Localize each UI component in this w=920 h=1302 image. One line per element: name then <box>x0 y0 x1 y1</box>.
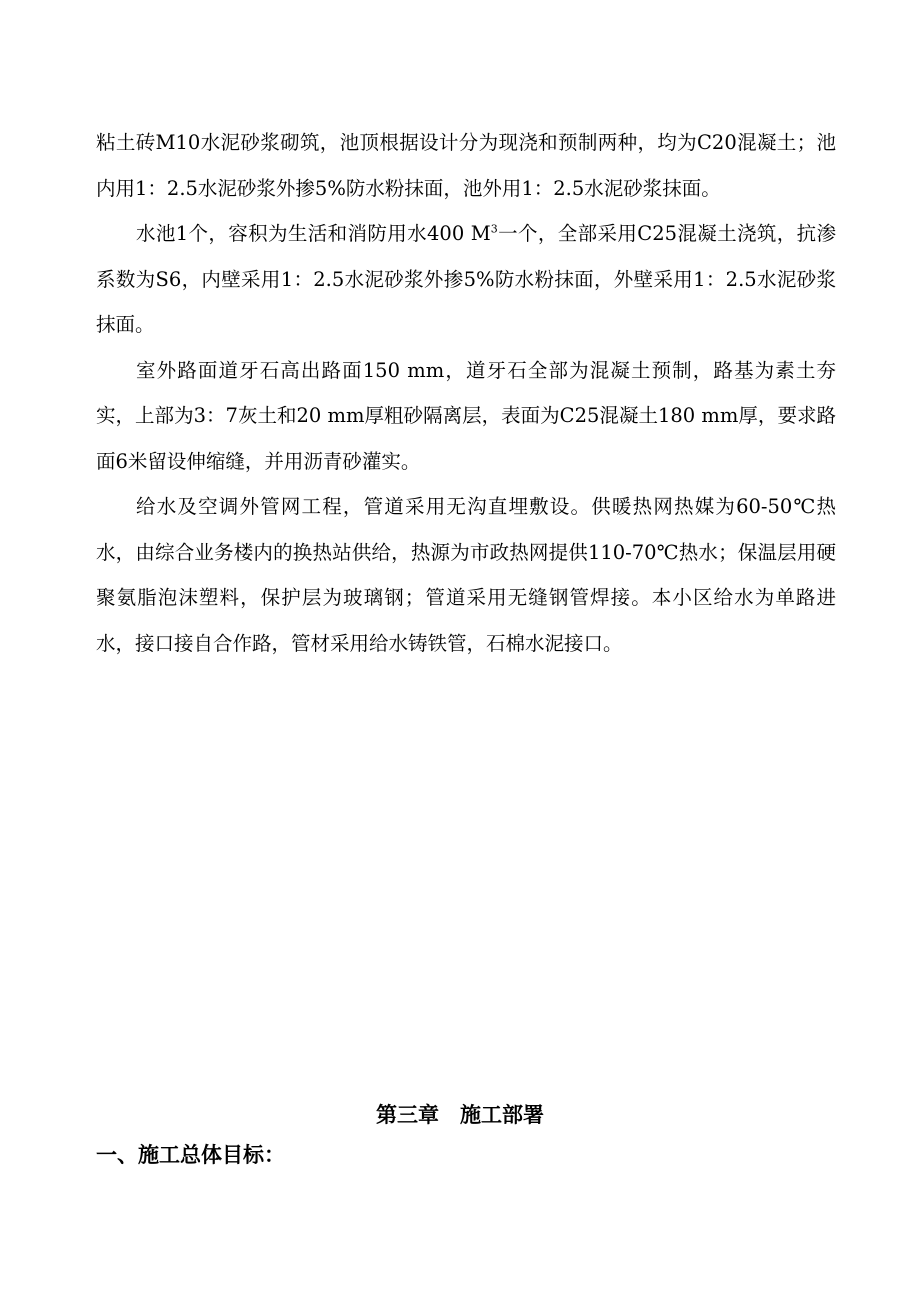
cubic-superscript: 3 <box>490 222 498 236</box>
chapter-title: 第三章 施工部署 <box>376 1103 544 1127</box>
paragraph-pipe-network: 给水及空调外管网工程，管道采用无沟直埋敷设。供暖热网热媒为60-50℃热水，由综合业务楼内的换热站供给，热源为市政热网提供110-70℃热水；保温层用硬聚氨脂泡沫塑料，保护层为玻璃钢；管道采用无缝钢管焊接。本小区给水为单路进水，接口接自合作路，管材采用给水铸铁管，石棉水泥接口。 <box>96 495 836 655</box>
tank-text-after: 一个，全部采用C25混凝土浇筑，抗渗系数为S6，内壁采用1：2.5水泥砂浆外掺5%防水粉抹面，外壁采用1：2.5水泥砂浆抹面。 <box>96 222 836 336</box>
paragraph-water-tank <box>96 211 836 348</box>
paragraph-reservoir-walls: 粘土砖M10水泥砂浆砌筑，池顶根据设计分为现浇和预制两种，均为C20混凝土；池内用1：2.5水泥砂浆外掺5%防水粉抹面，池外用1：2.5水泥砂浆抹面。 <box>96 131 836 200</box>
tank-text-before: 水池1个，容积为生活和消防用水400 M <box>136 222 491 245</box>
body-text <box>96 120 836 666</box>
paragraph-road-surface: 室外路面道牙石高出路面150 mm，道牙石全部为混凝土预制，路基为素土夯实，上部为3：7灰土和20 mm厚粗砂隔离层，表面为C25混凝土180 mm厚，要求路面6米留设伸缩缝，并用沥青砂灌实。 <box>96 358 836 473</box>
section-heading: 一、施工总体目标： <box>96 1143 285 1167</box>
